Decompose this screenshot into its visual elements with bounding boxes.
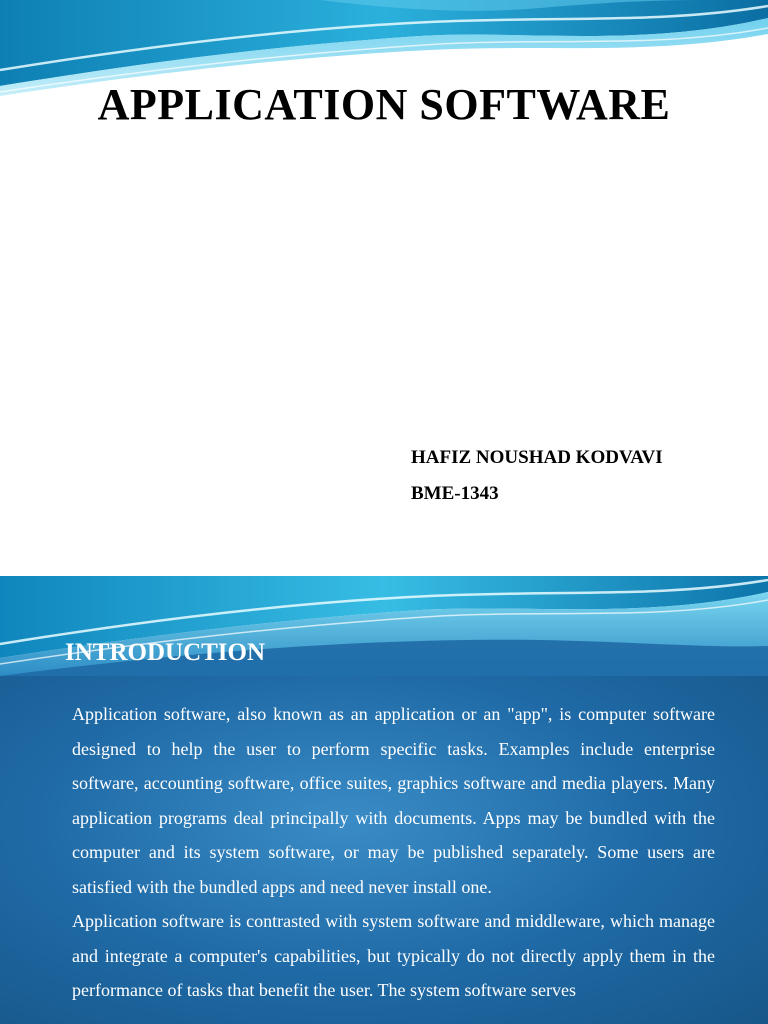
author-id: BME-1343	[411, 483, 499, 504]
slide-body-text	[72, 697, 715, 1008]
paragraph: Application software is contrasted with system software and middleware, which manage and integrate a computer's capabilities, but typically do not directly apply them in the performance of tasks that benefit the user. The system software serves	[72, 911, 715, 1000]
slide-title: APPLICATION SOFTWARE	[97, 80, 671, 129]
author-block	[411, 440, 663, 512]
slide-2-introduction[interactable]	[0, 576, 768, 1024]
paragraph: Application software, also known as an application or an "app", is computer software designed to help the user to perform specific tasks. Examples include enterprise software, accounting software, office suites, graphics software and media players. Many application programs deal principally with documents. Apps may be bundled with the computer and its system software, or may be published separately. Some users are satisfied with the bundled apps and need never install one.	[72, 704, 715, 897]
section-heading: INTRODUCTION	[65, 639, 266, 666]
author-name: HAFIZ NOUSHAD KODVAVI	[411, 447, 663, 468]
